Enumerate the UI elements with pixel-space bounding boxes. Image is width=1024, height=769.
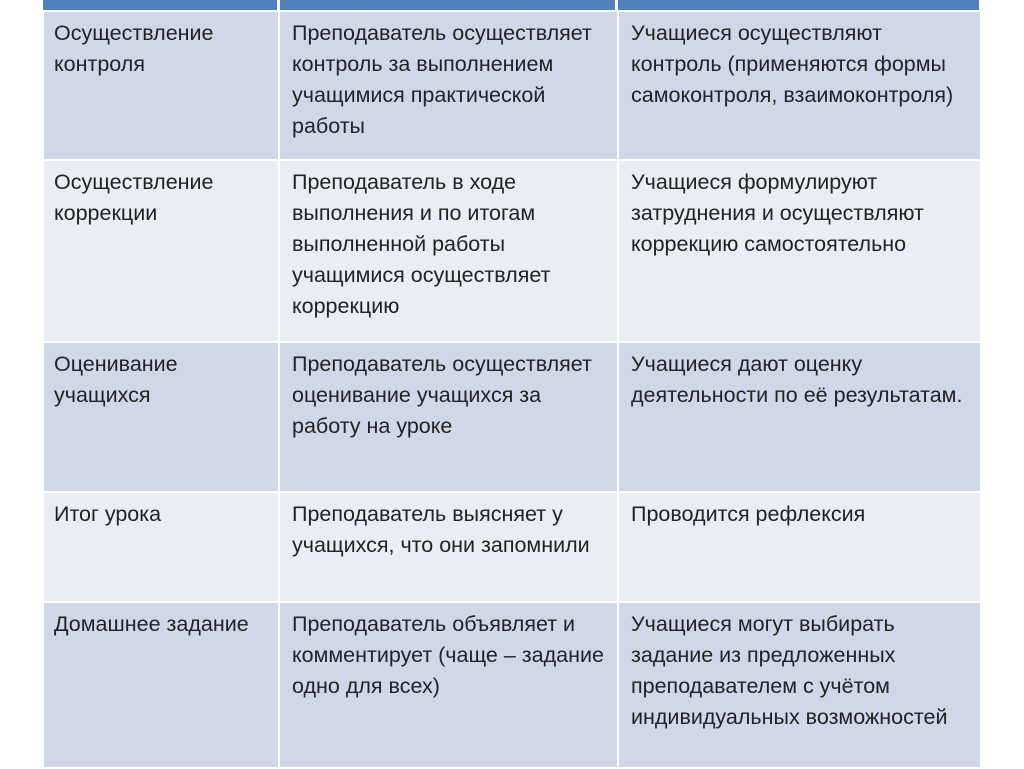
- teacher-cell: Преподаватель объявляет и комментирует (чаще – задание одно для всех): [279, 602, 618, 768]
- lesson-stages-table: [42, 10, 982, 769]
- students-cell: Проводится рефлексия: [618, 492, 981, 602]
- table-row: [43, 492, 981, 602]
- stage-cell: Осуществление контроля: [43, 11, 279, 160]
- table-row: [43, 160, 981, 342]
- students-cell: Учащиеся дают оценку деятельности по её результатам.: [618, 342, 981, 492]
- students-cell: Учащиеся формулируют затруднения и осуществляют коррекцию самостоятельно: [618, 160, 981, 342]
- teacher-cell: Преподаватель выясняет у учащихся, что они запомнили: [279, 492, 618, 602]
- stage-cell: Домашнее задание: [43, 602, 279, 768]
- teacher-cell: Преподаватель осуществляет оценивание учащихся за работу на уроке: [279, 342, 618, 492]
- table-row: [43, 602, 981, 768]
- stage-cell: Итог урока: [43, 492, 279, 602]
- students-cell: Учащиеся осуществляют контроль (применяются формы самоконтроля, взаимоконтроля): [618, 11, 981, 160]
- table-row: [43, 11, 981, 160]
- stage-cell: Оценивание учащихся: [43, 342, 279, 492]
- teacher-cell: Преподаватель в ходе выполнения и по итогам выполненной работы учащимися осуществляет коррекцию: [279, 160, 618, 342]
- students-cell: Учащиеся могут выбирать задание из предложенных преподавателем с учётом индивидуальных возможностей: [618, 602, 981, 768]
- table-row: [43, 342, 981, 492]
- teacher-cell: Преподаватель осуществляет контроль за выполнением учащимися практической работы: [279, 11, 618, 160]
- stage-cell: Осуществление коррекции: [43, 160, 279, 342]
